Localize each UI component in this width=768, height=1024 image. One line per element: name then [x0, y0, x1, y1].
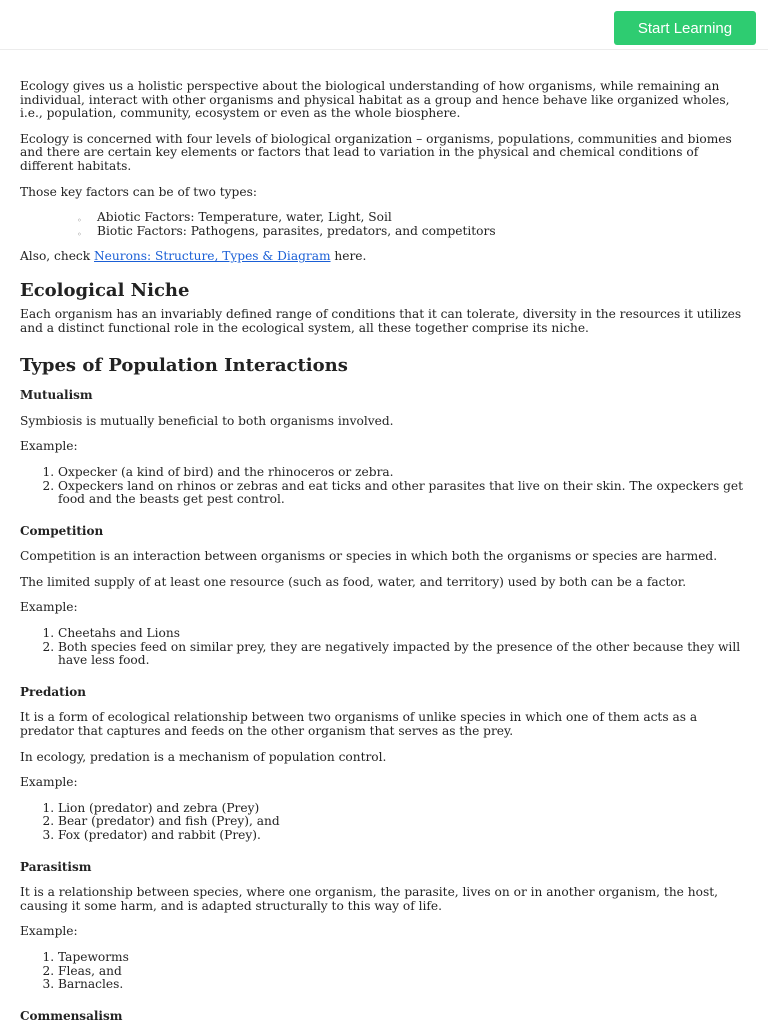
niche-heading: Ecological Niche: [20, 279, 190, 301]
circle-bullet-icon: ◦: [77, 216, 82, 226]
example-label: Example:: [20, 439, 78, 454]
list-item: 1. Tapeworms: [58, 951, 748, 965]
predation-paragraph: It is a form of ecological relationship between two organisms of unlike species in which one of them acts as a predator that captures and feeds on the other organism that serves as the prey.: [20, 710, 698, 739]
mutualism-examples: [20, 466, 748, 507]
competition-paragraph: Competition is an interaction between organisms or species in which both the organisms or species are harmed.: [20, 549, 718, 564]
parasitism-paragraph: It is a relationship between species, where one organism, the parasite, lives on or in another organism, the host, causing it some harm, and is adapted structurally to this way of life.: [20, 885, 718, 913]
factors-intro: Those key factors can be of two types:: [20, 184, 257, 199]
list-item: ◦ Biotic Factors: Pathogens, parasites, predators, and competitors: [77, 223, 496, 239]
list-item: 2. Bear (predator) and fish (Prey), and: [58, 815, 748, 829]
circle-bullet-icon: ◦: [77, 229, 82, 239]
intro-paragraph: Ecology is concerned with four levels of biological organization – organisms, populations, communities and biomes and there are certain key elements or factors that lead to variation in the physical and chemical conditions of different habitats.: [20, 131, 732, 173]
top-bar: [0, 0, 768, 50]
competition-heading: Competition: [20, 523, 104, 538]
article-content: [0, 50, 768, 1023]
interactions-heading: Types of Population Interactions: [20, 355, 348, 377]
example-label: Example:: [20, 600, 78, 615]
list-item: 3. Barnacles.: [58, 978, 748, 992]
list-item: 2. Fleas, and: [58, 965, 748, 979]
commensalism-heading: Commensalism: [20, 1008, 123, 1023]
start-learning-button[interactable]: Start Learning: [614, 11, 756, 45]
also-check: Also, check Neurons: Structure, Types & Diagram here.: [20, 249, 367, 264]
list-item: 1. Oxpecker (a kind of bird) and the rhinoceros or zebra.: [58, 466, 748, 480]
predation-examples: [20, 802, 748, 843]
list-item: 2. Oxpeckers land on rhinos or zebras and eat ticks and other parasites that live on their skin. The oxpeckers get food and the beasts get pest control.: [58, 480, 748, 507]
competition-paragraph: The limited supply of at least one resource (such as food, water, and territory) used by both can be a factor.: [20, 574, 687, 589]
parasitism-examples: [20, 951, 748, 992]
competition-examples: [20, 627, 748, 668]
parasitism-heading: Parasitism: [20, 859, 92, 874]
list-item: 2. Both species feed on similar prey, they are negatively impacted by the presence of the other because they will have less food.: [58, 641, 748, 668]
list-item: 1. Cheetahs and Lions: [58, 627, 748, 641]
factors-list: [20, 211, 748, 238]
niche-paragraph: Each organism has an invariably defined range of conditions that it can tolerate, diversity in the resources it utilizes and a distinct functional role in the ecological system, all these together comprise its niche.: [20, 306, 742, 335]
neurons-link[interactable]: Neurons: Structure, Types & Diagram: [94, 249, 331, 264]
list-item: ◦ Abiotic Factors: Temperature, water, Light, Soil: [77, 210, 392, 226]
mutualism-heading: Mutualism: [20, 388, 93, 403]
list-item: 1. Lion (predator) and zebra (Prey): [58, 802, 748, 816]
predation-paragraph: In ecology, predation is a mechanism of population control.: [20, 749, 387, 764]
intro-paragraph: Ecology gives us a holistic perspective about the biological understanding of how organisms, while remaining an individual, interact with other organisms and physical habitat as a group and hence behave like organized wholes, i.e., population, community, ecosystem or even as the whole biosphere.: [20, 79, 730, 121]
example-label: Example:: [20, 775, 78, 790]
mutualism-paragraph: Symbiosis is mutually beneficial to both organisms involved.: [20, 413, 394, 428]
list-item: 3. Fox (predator) and rabbit (Prey).: [58, 829, 748, 843]
predation-heading: Predation: [20, 684, 86, 699]
example-label: Example:: [20, 924, 78, 939]
